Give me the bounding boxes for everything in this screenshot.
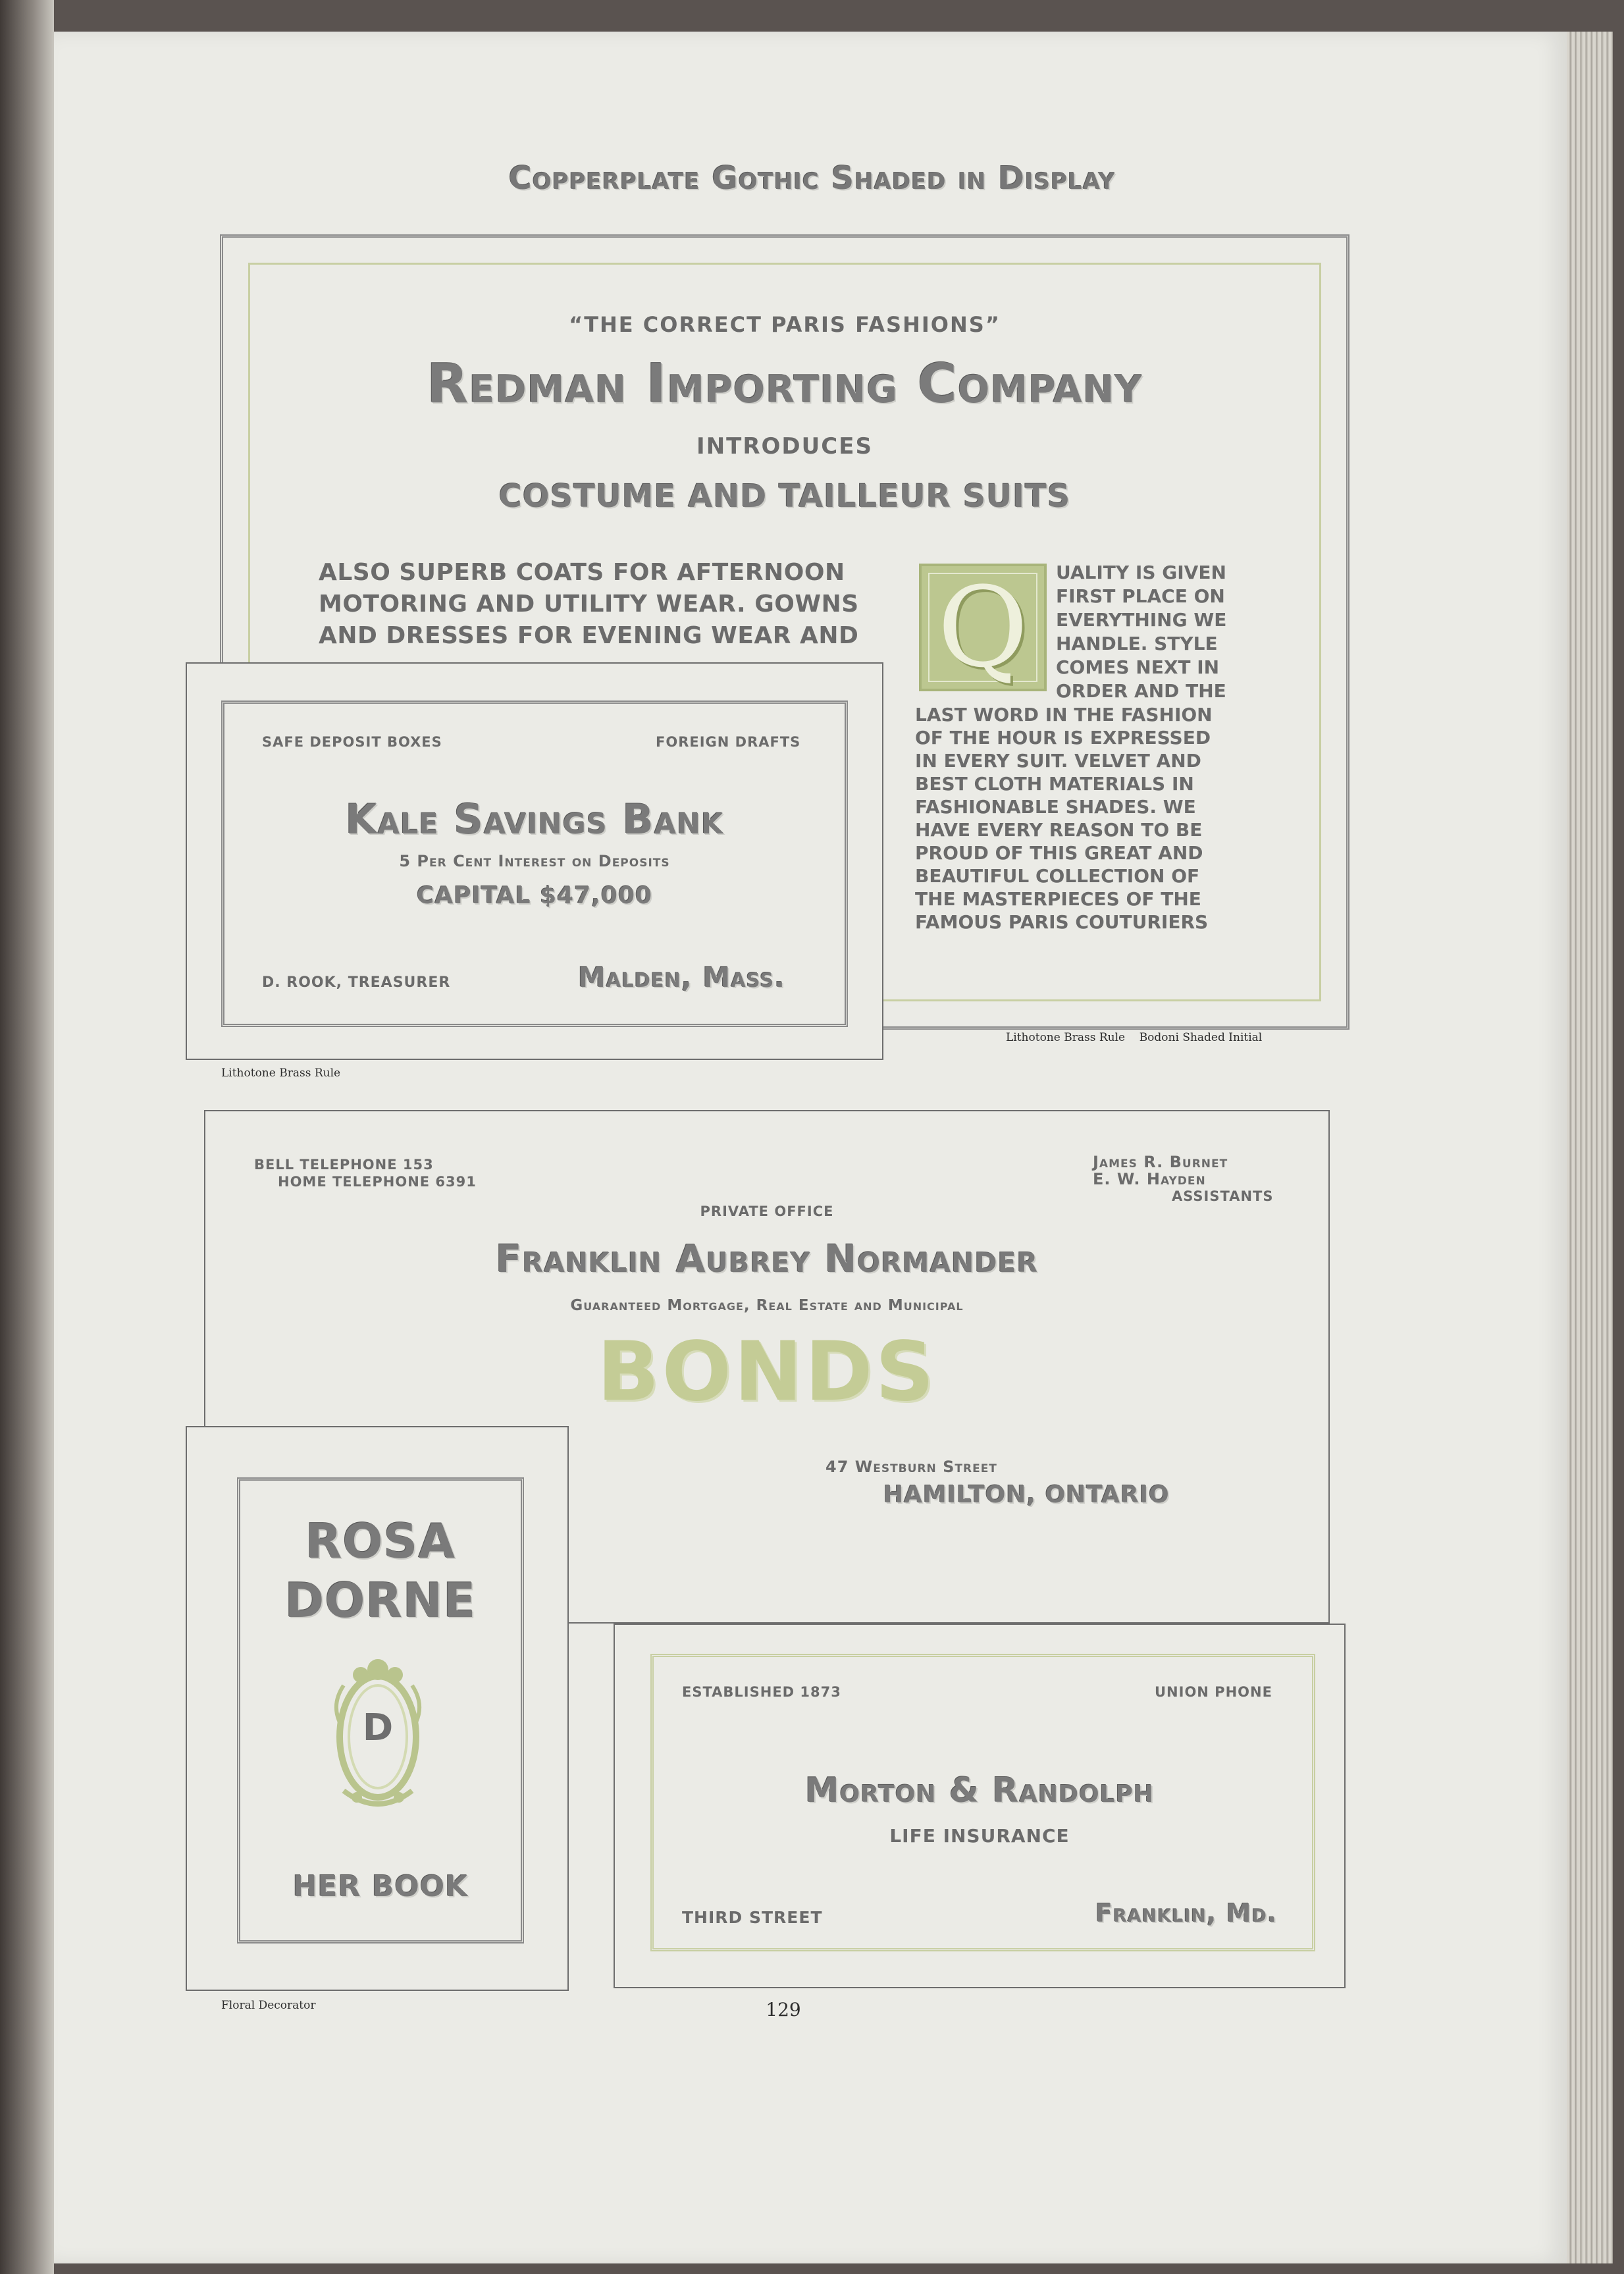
- morton-phone: UNION PHONE: [1155, 1684, 1272, 1700]
- redman-right-column-full: [915, 703, 1257, 934]
- kale-caption: Lithotone Brass Rule: [221, 1067, 341, 1080]
- redman-caption: Lithotone Brass Rule Bodoni Shaded Initial: [1006, 1031, 1263, 1044]
- normander-phone-1: BELL TELEPHONE 153: [254, 1157, 434, 1173]
- normander-name: Franklin Aubrey Normander: [495, 1236, 1039, 1281]
- bodoni-shaded-initial: [919, 564, 1047, 691]
- rosa-footer: HER BOOK: [292, 1870, 469, 1903]
- rosa-initial: D: [362, 1706, 394, 1749]
- redman-name: Redman Importing Company: [427, 353, 1143, 415]
- rosa-caption: Floral Decorator: [221, 1999, 316, 2012]
- kale-left-top: SAFE DEPOSIT BOXES: [262, 734, 442, 750]
- rosa-line-1: ROSA: [305, 1514, 456, 1569]
- redman-right-column-short: [1056, 561, 1253, 703]
- normander-phones: [254, 1156, 477, 1190]
- normander-subtitle: Guaranteed Mortgage, Real Estate and Municipal: [570, 1297, 964, 1314]
- kale-treasurer: D. ROOK, TREASURER: [262, 974, 451, 991]
- normander-assistants-label: ASSISTANTS: [1172, 1188, 1274, 1204]
- kale-right-top: FOREIGN DRAFTS: [656, 734, 801, 750]
- redman-right-line: ORDER AND THE: [1056, 680, 1226, 702]
- redman-right-line: THE MASTERPIECES OF THE: [915, 888, 1201, 910]
- redman-right-line: FASHIONABLE SHADES. WE: [915, 796, 1196, 818]
- redman-right-line: FIRST PLACE ON: [1056, 585, 1225, 607]
- redman-product: COSTUME AND TAILLEUR SUITS: [498, 478, 1071, 515]
- redman-right-line: BEST CLOTH MATERIALS IN: [915, 773, 1194, 795]
- redman-introduces: INTRODUCES: [696, 433, 873, 460]
- redman-right-line: COMES NEXT IN: [1056, 656, 1220, 678]
- redman-right-line: HAVE EVERY REASON TO BE: [915, 819, 1203, 841]
- normander-private: PRIVATE OFFICE: [700, 1203, 834, 1219]
- redman-right-line: IN EVERY SUIT. VELVET AND: [915, 750, 1201, 772]
- redman-right-line: HANDLE. STYLE: [1056, 633, 1218, 654]
- page-heading: Copperplate Gothic Shaded in Display: [508, 160, 1116, 197]
- morton-name: Morton & Randolph: [804, 1771, 1155, 1811]
- redman-right-line: PROUD OF THIS GREAT AND: [915, 842, 1203, 864]
- page-number: 129: [766, 1999, 801, 2021]
- kale-city: Malden, Mass.: [578, 961, 786, 993]
- rosa-line-2: DORNE: [284, 1573, 477, 1628]
- morton-city: Franklin, Md.: [1095, 1899, 1278, 1928]
- redman-right-line: FAMOUS PARIS COUTURIERS: [915, 911, 1209, 933]
- redman-left-line: ALSO SUPERB COATS FOR AFTERNOON: [319, 559, 845, 586]
- normander-assistant-2: E. W. Hayden: [1093, 1170, 1206, 1188]
- normander-phone-2: HOME TELEPHONE 6391: [278, 1174, 477, 1190]
- morton-street: THIRD STREET: [682, 1908, 823, 1927]
- rosa-title: [236, 1512, 525, 1630]
- redman-right-line: UALITY IS GIVEN: [1056, 562, 1226, 583]
- normander-bonds: BONDS: [597, 1325, 937, 1419]
- kale-name: Kale Savings Bank: [345, 795, 724, 843]
- redman-right-line: LAST WORD IN THE FASHION: [915, 704, 1213, 726]
- redman-tagline: “THE CORRECT PARIS FASHIONS”: [569, 312, 1001, 337]
- kale-interest: 5 Per Cent Interest on Deposits: [399, 852, 670, 870]
- initial-letter: Q: [937, 563, 1028, 692]
- kale-capital: CAPITAL $47,000: [416, 882, 653, 909]
- normander-assistants-block: [1093, 1153, 1273, 1205]
- redman-right-line: EVERYTHING WE: [1056, 609, 1227, 631]
- normander-city: HAMILTON, ONTARIO: [883, 1481, 1170, 1508]
- morton-established: ESTABLISHED 1873: [682, 1684, 841, 1700]
- redman-left-column: [319, 557, 891, 652]
- morton-line: LIFE INSURANCE: [889, 1825, 1070, 1847]
- normander-assistant-1: James R. Burnet: [1093, 1153, 1228, 1171]
- left-page-edge: [0, 0, 54, 2274]
- redman-right-line: BEAUTIFUL COLLECTION OF: [915, 865, 1200, 887]
- redman-left-line: AND DRESSES FOR EVENING WEAR AND: [319, 622, 859, 649]
- right-page-stack: [1567, 32, 1613, 2263]
- normander-street: 47 Westburn Street: [825, 1458, 997, 1476]
- redman-right-line: OF THE HOUR IS EXPRESSED: [915, 727, 1211, 749]
- redman-left-line: MOTORING AND UTILITY WEAR. GOWNS: [319, 591, 859, 618]
